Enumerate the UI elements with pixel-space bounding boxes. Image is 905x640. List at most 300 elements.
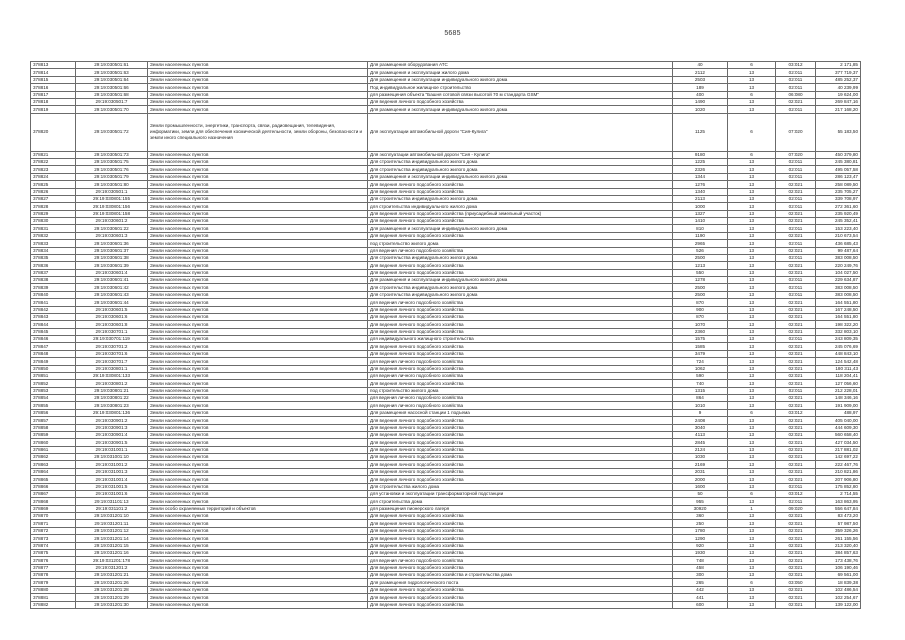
table-row	[31, 579, 861, 586]
cadastral-number-cell: 29:19:030601:3	[76, 232, 148, 239]
table-row	[31, 527, 861, 534]
land-category-cell: Земли населенных пунктов	[148, 483, 368, 490]
cadastral-value-cell: 359 326,26	[816, 527, 861, 534]
row-number-cell: 378879	[31, 579, 76, 586]
use-code-cell: 02:021	[776, 476, 816, 483]
permitted-use-cell: Для ведения личного подсобного хозяйства	[368, 431, 673, 438]
table-row	[31, 277, 861, 284]
use-code-cell: 02:021	[776, 549, 816, 556]
group-code-cell: 13	[728, 527, 776, 534]
use-code-cell: 02:011	[776, 387, 816, 394]
row-number-cell: 378878	[31, 572, 76, 579]
table-row	[31, 446, 861, 453]
cadastral-value-cell: 127 056,60	[816, 380, 861, 387]
row-number-cell: 378861	[31, 446, 76, 453]
area-cell: 1190	[673, 232, 728, 239]
cadastral-number-cell: 29:19:030801:158	[76, 210, 148, 217]
cadastral-number-cell: 29:19:031201:26	[76, 579, 148, 586]
permitted-use-cell: Для ведения личного подсобного хозяйства	[368, 417, 673, 424]
row-number-cell: 378850	[31, 365, 76, 372]
land-category-cell: Земли населенных пунктов	[148, 579, 368, 586]
cadastral-value-cell: 220 249,76	[816, 262, 861, 269]
cadastral-number-cell: 29:19:030801:136	[76, 409, 148, 416]
group-code-cell: 13	[728, 557, 776, 564]
land-category-cell: Земли населенных пунктов	[148, 498, 368, 505]
land-category-cell: Земли населенных пунктов	[148, 549, 368, 556]
use-code-cell: 02:011	[776, 84, 816, 91]
use-code-cell: 02:021	[776, 513, 816, 520]
row-number-cell: 378880	[31, 586, 76, 593]
land-category-cell: Земли населенных пунктов	[148, 84, 368, 91]
area-cell: 2112	[673, 69, 728, 76]
permitted-use-cell: Для размещения оборудования АТС	[368, 62, 673, 69]
permitted-use-cell: Для ведения личного подсобного хозяйства	[368, 313, 673, 320]
table-row	[31, 225, 861, 232]
land-category-cell: Земли населенных пунктов	[148, 564, 368, 571]
row-number-cell: 378860	[31, 439, 76, 446]
area-cell: 2000	[673, 476, 728, 483]
table-row	[31, 62, 861, 69]
table-row	[31, 188, 861, 195]
land-category-cell: Земли населенных пунктов	[148, 365, 368, 372]
land-category-cell: Земли населенных пунктов	[148, 291, 368, 298]
cadastral-number-cell: 29:19:030601:36	[76, 240, 148, 247]
area-cell: 864	[673, 395, 728, 402]
area-cell: 2360	[673, 328, 728, 335]
row-number-cell: 378870	[31, 513, 76, 520]
cadastral-number-cell: 29:19:030601:44	[76, 299, 148, 306]
cadastral-value-cell: 175 852,80	[816, 483, 861, 490]
row-number-cell: 378829	[31, 210, 76, 217]
area-cell: 2500	[673, 291, 728, 298]
cadastral-number-cell: 29:19:030801:21	[76, 387, 148, 394]
cadastral-number-cell: 29:19:031001:2	[76, 461, 148, 468]
use-code-cell: 02:021	[776, 402, 816, 409]
permitted-use-cell: для ведения личного подсобного хозяйства	[368, 395, 673, 402]
cadastral-number-cell: 29:19:031201:21	[76, 572, 148, 579]
cadastral-number-cell: 29:19:030901:3	[76, 424, 148, 431]
row-number-cell: 378856	[31, 409, 76, 416]
row-number-cell: 378824	[31, 173, 76, 180]
use-code-cell: 02:021	[776, 601, 816, 608]
page-number: 5685	[444, 30, 461, 37]
table-row	[31, 195, 861, 202]
land-category-cell: Земли населенных пунктов	[148, 380, 368, 387]
cadastral-number-cell: 29:19:031001:4	[76, 476, 148, 483]
land-category-cell: Земли населенных пунктов	[148, 188, 368, 195]
area-cell: 955	[673, 498, 728, 505]
land-category-cell: Земли населенных пунктов	[148, 321, 368, 328]
area-cell: 590	[673, 372, 728, 379]
area-cell: 3040	[673, 424, 728, 431]
permitted-use-cell: Для ведения личного подсобного хозяйства	[368, 549, 673, 556]
table-row	[31, 336, 861, 343]
cadastral-number-cell: 29:19:030601:8	[76, 321, 148, 328]
area-cell: 1278	[673, 277, 728, 284]
land-category-cell: Земли населенных пунктов	[148, 387, 368, 394]
cadastral-value-cell: 148 346,16	[816, 395, 861, 402]
land-category-cell: Земли населенных пунктов	[148, 306, 368, 313]
cadastral-value-cell: 488,97	[816, 409, 861, 416]
permitted-use-cell: Для ведения личного подсобного хозяйства	[368, 520, 673, 527]
row-number-cell: 378858	[31, 424, 76, 431]
cadastral-value-cell: 448 843,10	[816, 350, 861, 357]
group-code-cell: 13	[728, 225, 776, 232]
land-category-cell: Земли населенных пунктов	[148, 166, 368, 173]
group-code-cell: 13	[728, 572, 776, 579]
use-code-cell: 02:021	[776, 372, 816, 379]
use-code-cell: 02:021	[776, 358, 816, 365]
cadastral-value-cell: 269 847,16	[816, 98, 861, 105]
cadastral-value-cell: 485 252,37	[816, 76, 861, 83]
cadastral-value-cell: 245 352,41	[816, 218, 861, 225]
table-row	[31, 483, 861, 490]
land-category-cell: Земли населенных пунктов	[148, 417, 368, 424]
cadastral-number-cell: 29:19:030501:80	[76, 181, 148, 188]
group-code-cell: 13	[728, 195, 776, 202]
permitted-use-cell: Для строительства жилого дома	[368, 483, 673, 490]
use-code-cell: 09:020	[776, 505, 816, 512]
land-category-cell: Земли населенных пунктов	[148, 468, 368, 475]
permitted-use-cell: Для размещения и эксплуатации индивидуального жилого дома	[368, 106, 673, 113]
permitted-use-cell: Для эксплуатации автомобильной дороги "Сия-Кулига"	[368, 113, 673, 151]
area-cell: 2503	[673, 76, 728, 83]
land-category-cell: Земли населенных пунктов	[148, 594, 368, 601]
use-code-cell: 03:012	[776, 409, 816, 416]
use-code-cell: 06:080	[776, 91, 816, 98]
permitted-use-cell: Для ведения личного подсобного хозяйства	[368, 594, 673, 601]
table-row	[31, 586, 861, 593]
land-category-cell: Земли населенных пунктов	[148, 76, 368, 83]
group-code-cell: 6	[728, 151, 776, 158]
table-row	[31, 417, 861, 424]
use-code-cell: 02:011	[776, 291, 816, 298]
use-code-cell: 02:021	[776, 520, 816, 527]
land-category-cell: Земли особо охраняемых территорий и объектов	[148, 505, 368, 512]
group-code-cell: 13	[728, 358, 776, 365]
cadastral-value-cell: 2 171,85	[816, 62, 861, 69]
row-number-cell: 378882	[31, 601, 76, 608]
table-row	[31, 269, 861, 276]
area-cell: 526	[673, 247, 728, 254]
land-category-cell: Земли промышленности, энергетики, транспорта, связи, радиовещания, телевидения, информатики, земли для обеспечения космической деятельности, земли обороны, безопасности и земли иного специального назначения	[148, 113, 368, 151]
permitted-use-cell: Для ведения личного подсобного хозяйства	[368, 424, 673, 431]
table-row	[31, 173, 861, 180]
permitted-use-cell: для ведения личного подсобного хозяйства	[368, 372, 673, 379]
use-code-cell: 02:011	[776, 336, 816, 343]
use-code-cell: 02:011	[776, 225, 816, 232]
cadastral-value-cell: 2 714,55	[816, 490, 861, 497]
group-code-cell: 1	[728, 505, 776, 512]
row-number-cell: 378827	[31, 195, 76, 202]
row-number-cell: 378848	[31, 350, 76, 357]
area-cell: 724	[673, 358, 728, 365]
cadastral-value-cell: 210 673,54	[816, 232, 861, 239]
area-cell: 1070	[673, 321, 728, 328]
row-number-cell: 378832	[31, 232, 76, 239]
land-category-cell: Земли населенных пунктов	[148, 358, 368, 365]
cadastral-number-cell: 29:19:031001:10	[76, 454, 148, 461]
group-code-cell: 13	[728, 291, 776, 298]
permitted-use-cell: Для ведения личного подсобного хозяйства	[368, 181, 673, 188]
area-cell: 360	[673, 513, 728, 520]
cadastral-value-cell: 383 008,50	[816, 254, 861, 261]
use-code-cell: 02:021	[776, 269, 816, 276]
land-category-cell: Земли населенных пунктов	[148, 557, 368, 564]
permitted-use-cell: Для строительства индивидуального жилого дома	[368, 159, 673, 166]
row-number-cell: 378845	[31, 328, 76, 335]
land-category-cell: Земли населенных пунктов	[148, 277, 368, 284]
area-cell: 300	[673, 572, 728, 579]
area-cell: 1000	[673, 203, 728, 210]
area-cell: 2965	[673, 240, 728, 247]
permitted-use-cell: Для ведения личного подсобного хозяйства	[368, 454, 673, 461]
cadastral-number-cell: 29:19:030501:76	[76, 166, 148, 173]
use-code-cell: 02:011	[776, 195, 816, 202]
row-number-cell: 378835	[31, 254, 76, 261]
permitted-use-cell: Для ведения личного подсобного хозяйства	[368, 321, 673, 328]
group-code-cell: 6	[728, 409, 776, 416]
cadastral-number-cell: 29:19:030801:2	[76, 380, 148, 387]
permitted-use-cell: Для ведения личного подсобного хозяйства	[368, 527, 673, 534]
group-code-cell: 13	[728, 306, 776, 313]
area-cell: 920	[673, 542, 728, 549]
permitted-use-cell: Для размещения насосной станции 1 подъема	[368, 409, 673, 416]
table-row	[31, 284, 861, 291]
use-code-cell: 02:021	[776, 365, 816, 372]
table-row	[31, 306, 861, 313]
cadastral-value-cell: 142 697,22	[816, 454, 861, 461]
cadastral-value-cell: 286 123,47	[816, 173, 861, 180]
cadastral-number-cell: 29:19:030501:72	[76, 113, 148, 151]
use-code-cell: 02:011	[776, 106, 816, 113]
group-code-cell: 13	[728, 247, 776, 254]
cadastral-value-cell: 272 361,60	[816, 203, 861, 210]
land-category-cell: Земли населенных пунктов	[148, 313, 368, 320]
group-code-cell: 13	[728, 535, 776, 542]
table-row	[31, 151, 861, 158]
group-code-cell: 13	[728, 586, 776, 593]
cadastral-number-cell: 29:19:031201:15	[76, 542, 148, 549]
area-cell: 740	[673, 380, 728, 387]
row-number-cell: 378872	[31, 527, 76, 534]
permitted-use-cell: Для ведения личного подсобного хозяйства	[368, 218, 673, 225]
permitted-use-cell: под строительство жилого дома	[368, 387, 673, 394]
permitted-use-cell: Для ведения личного подсобного хозяйства и строительства дома	[368, 572, 673, 579]
group-code-cell: 13	[728, 218, 776, 225]
table-row	[31, 262, 861, 269]
row-number-cell: 378821	[31, 151, 76, 158]
table-row	[31, 476, 861, 483]
area-cell: 2845	[673, 439, 728, 446]
cadastral-value-cell: 124 542,48	[816, 358, 861, 365]
permitted-use-cell: Для ведения личного подсобного хозяйства	[368, 513, 673, 520]
group-code-cell: 6	[728, 113, 776, 151]
row-number-cell: 378817	[31, 91, 76, 98]
area-cell: 1020	[673, 106, 728, 113]
row-number-cell: 378826	[31, 188, 76, 195]
land-category-cell: Земли населенных пунктов	[148, 181, 368, 188]
cadastral-value-cell: 104 027,50	[816, 269, 861, 276]
land-category-cell: Земли населенных пунктов	[148, 513, 368, 520]
group-code-cell: 13	[728, 106, 776, 113]
area-cell: 870	[673, 299, 728, 306]
cadastral-number-cell: 29:19:031001:1	[76, 446, 148, 453]
area-cell: 2031	[673, 468, 728, 475]
table-row	[31, 490, 861, 497]
land-category-cell: Земли населенных пунктов	[148, 269, 368, 276]
use-code-cell: 02:021	[776, 232, 816, 239]
area-cell: 1213	[673, 262, 728, 269]
table-row	[31, 372, 861, 379]
permitted-use-cell: Для размещения гидрологического поста	[368, 579, 673, 586]
permitted-use-cell: для установки и эксплуатации трансформаторной подстанции	[368, 490, 673, 497]
row-number-cell: 378866	[31, 483, 76, 490]
group-code-cell: 13	[728, 166, 776, 173]
cadastral-value-cell: 243 809,35	[816, 336, 861, 343]
land-category-cell: Земли населенных пунктов	[148, 98, 368, 105]
row-number-cell: 378843	[31, 313, 76, 320]
group-code-cell: 13	[728, 254, 776, 261]
use-code-cell: 02:021	[776, 454, 816, 461]
cadastral-value-cell: 118 204,41	[816, 372, 861, 379]
cadastral-value-cell: 153 223,40	[816, 225, 861, 232]
group-code-cell: 13	[728, 387, 776, 394]
cadastral-value-cell: 444 609,30	[816, 424, 861, 431]
area-cell: 1276	[673, 181, 728, 188]
use-code-cell: 02:011	[776, 69, 816, 76]
table-row	[31, 84, 861, 91]
cadastral-value-cell: 450 379,80	[816, 151, 861, 158]
row-number-cell: 378855	[31, 402, 76, 409]
use-code-cell: 02:011	[776, 159, 816, 166]
use-code-cell: 02:021	[776, 313, 816, 320]
group-code-cell: 13	[728, 402, 776, 409]
cadastral-value-cell: 163 863,95	[816, 498, 861, 505]
row-number-cell: 378818	[31, 98, 76, 105]
cadastral-number-cell: 29:19:030801:22	[76, 395, 148, 402]
cadastral-value-cell: 245 076,69	[816, 343, 861, 350]
land-category-cell: Земли населенных пунктов	[148, 402, 368, 409]
permitted-use-cell: для ведения личного подсобного хозяйства	[368, 402, 673, 409]
table-row	[31, 439, 861, 446]
group-code-cell: 13	[728, 181, 776, 188]
area-cell: 1315	[673, 387, 728, 394]
group-code-cell: 13	[728, 350, 776, 357]
permitted-use-cell: Для ведения личного подсобного хозяйства	[368, 365, 673, 372]
group-code-cell: 13	[728, 468, 776, 475]
cadastral-value-cell: 495 057,58	[816, 166, 861, 173]
area-cell: 2169	[673, 461, 728, 468]
land-category-cell: Земли населенных пунктов	[148, 520, 368, 527]
land-category-cell: Земли населенных пунктов	[148, 395, 368, 402]
land-category-cell: Земли населенных пунктов	[148, 601, 368, 608]
land-category-cell: Земли населенных пунктов	[148, 439, 368, 446]
cadastral-number-cell: 29:19:030501:70	[76, 106, 148, 113]
area-cell: 1340	[673, 188, 728, 195]
permitted-use-cell: Для ведения личного подсобного хозяйства	[368, 461, 673, 468]
row-number-cell: 378852	[31, 380, 76, 387]
cadastral-value-cell: 19 624,00	[816, 91, 861, 98]
group-code-cell: 13	[728, 542, 776, 549]
row-number-cell: 378875	[31, 549, 76, 556]
cadastral-value-cell: 213 320,40	[816, 542, 861, 549]
table-row	[31, 387, 861, 394]
table-row	[31, 557, 861, 564]
cadastral-number-cell: 29:19:030601:39	[76, 262, 148, 269]
row-number-cell: 378842	[31, 306, 76, 313]
land-category-cell: Земли населенных пунктов	[148, 225, 368, 232]
use-code-cell: 02:021	[776, 557, 816, 564]
use-code-cell: 02:011	[776, 173, 816, 180]
land-category-cell: Земли населенных пунктов	[148, 527, 368, 534]
group-code-cell: 13	[728, 431, 776, 438]
cadastral-value-cell: 383 008,50	[816, 291, 861, 298]
row-number-cell: 378814	[31, 69, 76, 76]
table-row	[31, 542, 861, 549]
area-cell: 1780	[673, 527, 728, 534]
cadastral-number-cell: 29:19:030601:22	[76, 225, 148, 232]
permitted-use-cell: Для эксплуатации автомобильной дороги "Сия - Кулига"	[368, 151, 673, 158]
table-row	[31, 240, 861, 247]
area-cell: 1030	[673, 454, 728, 461]
cadastral-value-cell: 560 658,40	[816, 431, 861, 438]
area-cell: 9180	[673, 151, 728, 158]
land-category-cell: Земли населенных пунктов	[148, 299, 368, 306]
group-code-cell: 13	[728, 232, 776, 239]
cadastral-value-cell: 139 122,00	[816, 601, 861, 608]
table-row	[31, 181, 861, 188]
cadastral-value-cell: 164 551,80	[816, 299, 861, 306]
cadastral-value-cell: 207 906,80	[816, 476, 861, 483]
group-code-cell: 13	[728, 601, 776, 608]
area-cell: 2113	[673, 195, 728, 202]
table-row	[31, 498, 861, 505]
use-code-cell: 02:021	[776, 350, 816, 357]
cadastral-number-cell: 29:19:031001:5	[76, 483, 148, 490]
area-cell: 1344	[673, 173, 728, 180]
permitted-use-cell: Для строительства индивидуального жилого дома	[368, 291, 673, 298]
row-number-cell: 378857	[31, 417, 76, 424]
cadastral-number-cell: 29:19:030501:75	[76, 159, 148, 166]
table-row	[31, 69, 861, 76]
cadastral-number-cell: 29:19:030601:38	[76, 254, 148, 261]
table-row	[31, 505, 861, 512]
permitted-use-cell: Для ведения личного подсобного хозяйства	[368, 328, 673, 335]
cadastral-value-cell: 261 155,56	[816, 535, 861, 542]
permitted-use-cell: Для ведения личного подсобного хозяйства	[368, 98, 673, 105]
row-number-cell: 378863	[31, 461, 76, 468]
land-category-cell: Земли населенных пунктов	[148, 446, 368, 453]
area-cell: 50	[673, 490, 728, 497]
use-code-cell: 02:021	[776, 321, 816, 328]
group-code-cell: 13	[728, 343, 776, 350]
row-number-cell: 378834	[31, 247, 76, 254]
group-code-cell: 13	[728, 380, 776, 387]
cadastral-number-cell: 29:19:031201:30	[76, 601, 148, 608]
group-code-cell: 13	[728, 564, 776, 571]
land-category-cell: Земли населенных пунктов	[148, 476, 368, 483]
cadastral-number-cell: 29:19:030701:6	[76, 350, 148, 357]
use-code-cell: 02:021	[776, 572, 816, 579]
land-category-cell: Земли населенных пунктов	[148, 195, 368, 202]
permitted-use-cell: Для строительства индивидуального жилого дома	[368, 284, 673, 291]
land-category-cell: Земли населенных пунктов	[148, 572, 368, 579]
permitted-use-cell: Для ведения личного подсобного хозяйства	[368, 343, 673, 350]
area-cell: 748	[673, 557, 728, 564]
row-number-cell: 378828	[31, 203, 76, 210]
cadastral-value-cell: 383 008,50	[816, 284, 861, 291]
